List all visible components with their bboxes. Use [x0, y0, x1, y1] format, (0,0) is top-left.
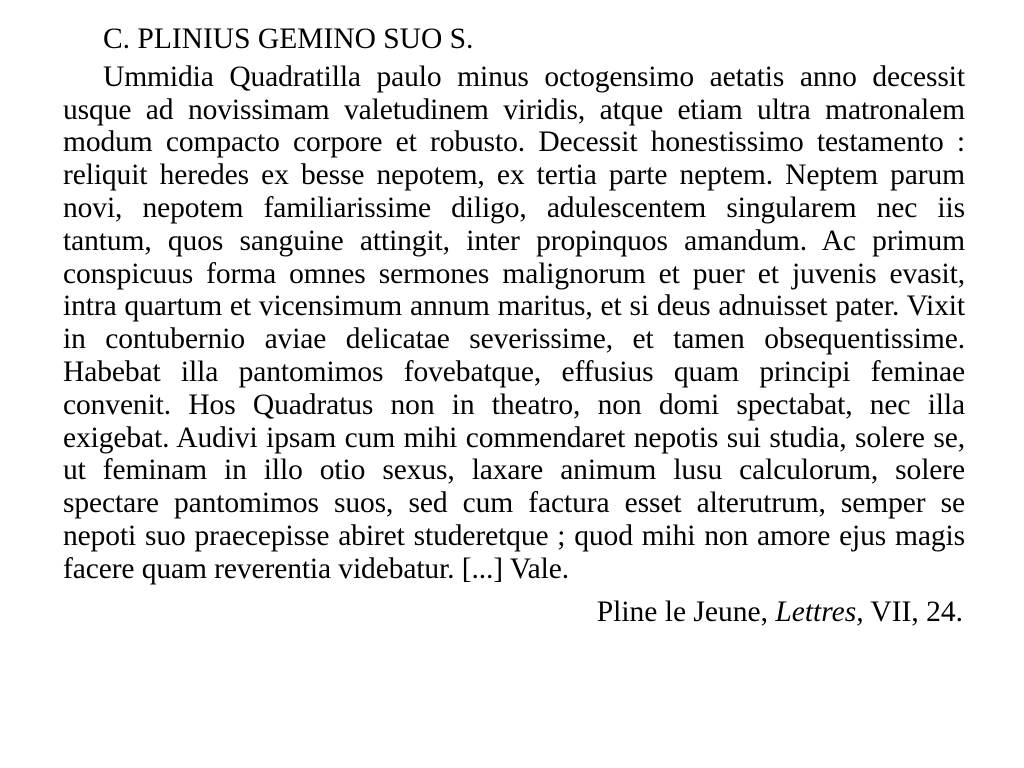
letter-body: Ummidia Quadratilla paulo minus octogensimo aetatis anno decessit usque ad novissimam valetudinem viridis, atque etiam ultra matronalem modum compacto corpore et robusto. Decessit honestissimo testamento : reliquit heredes ex besse nepotem, ex tertia parte neptem. Neptem parum novi, nepotem familiarissime diligo, adulescentem singularem nec iis tantum, quos sanguine attingit, inter propinquos amandum. Ac primum conspicuus forma omnes sermones malignorum et puer et juvenis evasit, intra quartum et vicensimum annum maritus, et si deus adnuisset pater. Vixit in contubernio aviae delicatae severissime, et tamen obsequentissime. Habebat illa pantomimos fovebatque, effusius quam principi feminae convenit. Hos Quadratus non in theatro, non domi spectabat, nec illa exigebat. Audivi ipsam cum mihi commendaret nepotis sui studia, solere se, ut feminam in illo otio sexus, laxare animum lusu calculorum, solere spectare pantomimos suos, sed cum factura esset alterutrum, semper se nepoti suo praecepisse abiret studeretque ; quod mihi non amore ejus magis facere quam reverentia videbatur. [...] Vale.	[63, 60, 965, 585]
letter-salutation: C. PLINIUS GEMINO SUO S.	[103, 23, 474, 55]
letter-document	[63, 23, 965, 628]
citation-work-title: Lettres,	[775, 595, 864, 628]
citation-reference: VII, 24.	[863, 595, 963, 628]
source-citation	[63, 596, 965, 629]
citation-author: Pline le Jeune,	[596, 595, 776, 628]
